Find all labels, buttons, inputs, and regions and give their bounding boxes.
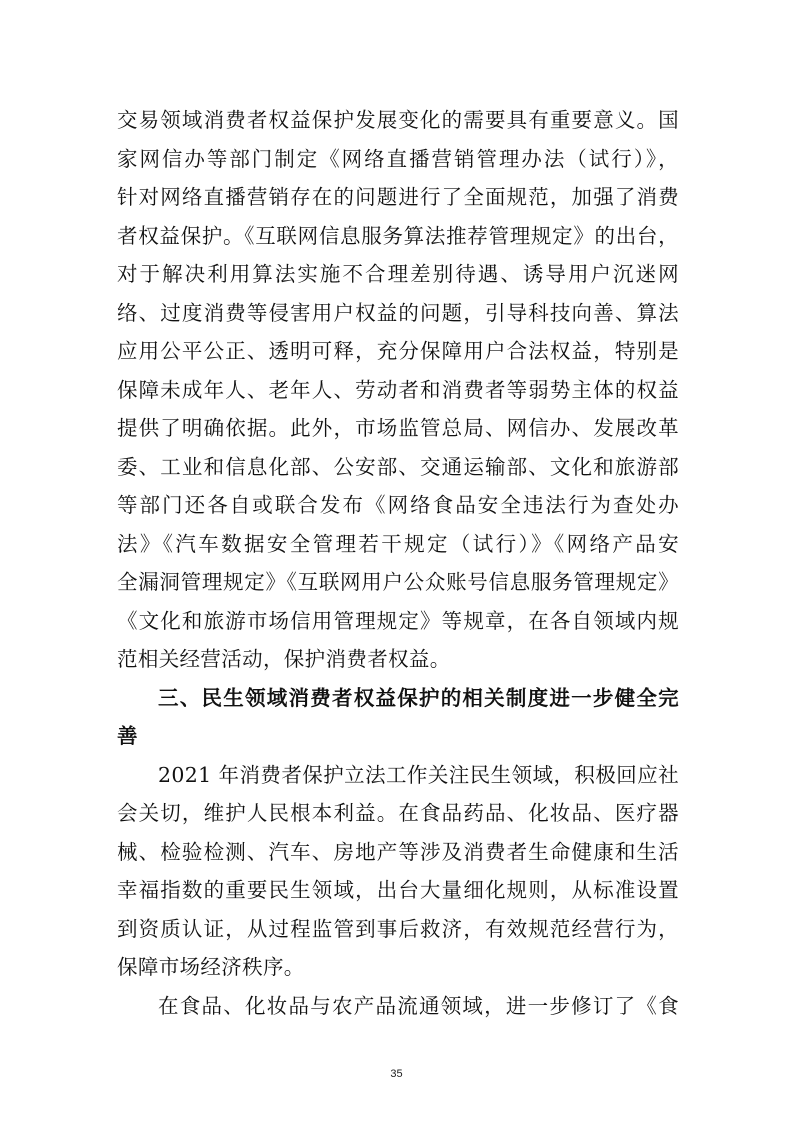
section-heading: 善 (117, 724, 138, 748)
paragraph-line: 等部门还各自或联合发布《网络食品安全违法行为查处办 (117, 493, 679, 517)
paragraph-line: 在食品、化妆品与农产品流通领域，进一步修订了《食 (158, 994, 679, 1018)
paragraph-line: 范相关经营活动，保护消费者权益。 (117, 647, 451, 671)
paragraph-line: 家网信办等部门制定《网络直播营销管理办法（试行）》， (117, 147, 679, 171)
paragraph-line: 对于解决利用算法实施不合理差别待遇、诱导用户沉迷网 (117, 262, 679, 286)
paragraph-line: 《文化和旅游市场信用管理规定》等规章，在各自领域内规 (117, 609, 679, 633)
paragraph-line: 委、工业和信息化部、公安部、交通运输部、文化和旅游部 (117, 455, 679, 479)
paragraph-line: 保障未成年人、老年人、劳动者和消费者等弱势主体的权益 (117, 378, 679, 402)
paragraph-line: 幸福指数的重要民生领域，出台大量细化规则，从标准设置 (117, 878, 679, 902)
paragraph-line: 保障市场经济秩序。 (117, 955, 305, 979)
paragraph-line: 械、检验检测、汽车、房地产等涉及消费者生命健康和生活 (117, 840, 679, 864)
paragraph-line: 者权益保护。《互联网信息服务算法推荐管理规定》的出台， (117, 224, 679, 248)
paragraph-line: 法》《汽车数据安全管理若干规定（试行）》《网络产品安 (117, 532, 679, 556)
paragraph-line: 络、过度消费等侵害用户权益的问题，引导科技向善、算法 (117, 301, 679, 325)
page-number: 35 (390, 1068, 403, 1080)
paragraph-line: 2021 年消费者保护立法工作关注民生领域，积极回应社 (158, 763, 679, 787)
paragraph-line: 针对网络直播营销存在的问题进行了全面规范，加强了消费 (117, 185, 679, 209)
paragraph-line: 提供了明确依据。此外，市场监管总局、网信办、发展改革 (117, 416, 679, 440)
paragraph-line: 到资质认证，从过程监管到事后救济，有效规范经营行为， (117, 917, 679, 941)
paragraph-line: 应用公平公正、透明可释，充分保障用户合法权益，特别是 (117, 339, 679, 363)
paragraph-line: 交易领域消费者权益保护发展变化的需要具有重要意义。国 (117, 108, 679, 132)
paragraph-line: 会关切，维护人民根本利益。在食品药品、化妆品、医疗器 (117, 801, 679, 825)
section-heading: 三、民生领域消费者权益保护的相关制度进一步健全完 (158, 686, 679, 710)
paragraph-line: 全漏洞管理规定》《互联网用户公众账号信息服务管理规定》 (117, 570, 679, 594)
